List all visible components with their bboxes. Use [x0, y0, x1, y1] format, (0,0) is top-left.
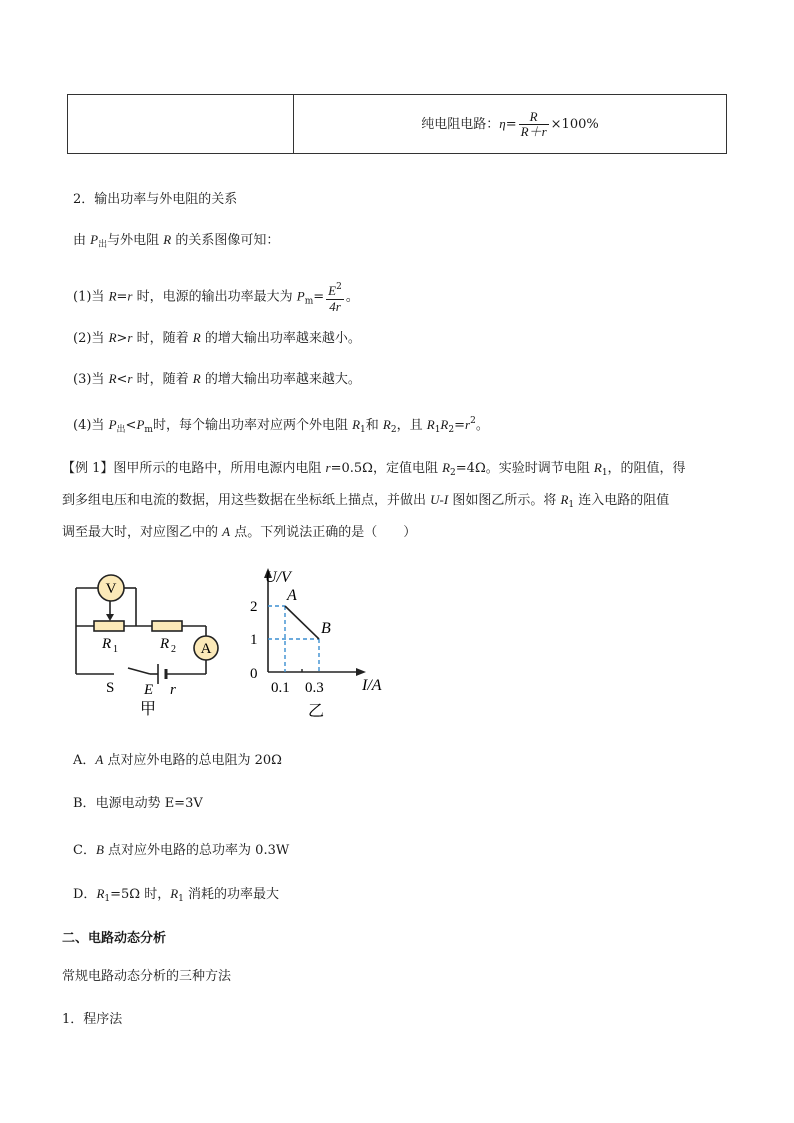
method-1: 1．程序法 [62, 1012, 123, 1027]
x-tick-label: 0.1 [271, 680, 290, 696]
x-tick-label: 0.3 [305, 680, 324, 696]
y-axis-label: U/V [265, 569, 291, 586]
svg-text:2: 2 [171, 644, 176, 655]
example-line-3: 调至最大时，对应图乙中的 A 点。下列说法正确的是（ ） [62, 524, 417, 540]
point-a-label: A [287, 587, 297, 604]
resistor-r1 [94, 621, 124, 631]
resistor-r2 [152, 621, 182, 631]
svg-text:E: E [144, 682, 154, 698]
option-b[interactable]: B．电源电动势 E=3V [73, 796, 203, 811]
svg-text:R: R [102, 636, 112, 652]
svg-text:1: 1 [113, 644, 118, 655]
svg-text:S: S [106, 680, 115, 696]
intro-line: 由 $P_出$与外电阻 R 的关系图像可知： [73, 232, 280, 250]
series-line [285, 606, 319, 639]
option-c[interactable]: C．B 点对应外电路的总功率为 0.3W [73, 842, 290, 858]
y-tick-label: 1 [250, 632, 258, 648]
max-power-fraction: $\frac{E^2}{4r}$ [328, 282, 342, 314]
svg-text:r: r [170, 682, 176, 698]
methods-line: 常规电路动态分析的三种方法 [62, 969, 232, 984]
table-label: 纯电阻电路： [421, 116, 500, 132]
section2-title: 2．输出功率与外电阻的关系 [73, 192, 238, 207]
section-heading: 二、电路动态分析 [62, 931, 167, 946]
figure-caption-jia: 甲 [140, 701, 157, 718]
option-d[interactable]: D．$R_1=5\Omega$ 时，$R_1$ 消耗的功率最大 [73, 886, 280, 904]
formula-table [67, 94, 727, 154]
x-axis-label: I/A [362, 677, 382, 694]
efficiency-fraction: $\frac{R}{R+r}$ [520, 108, 547, 139]
item-4: (4)当 $P_出<P_m$时，每个输出功率对应两个外电阻 $R_1$和 $R_2$，且 $R_1R_2=r^2$。 [73, 416, 489, 435]
circuit-diagram [66, 568, 226, 720]
item-1: (1)当 R=r 时，电源的输出功率最大为 $P_m=$ $\frac{E^2}{4r}$ 。 [73, 282, 359, 314]
svg-text:V: V [105, 581, 117, 597]
svg-text:A: A [200, 641, 212, 657]
example-line-1: 【例 1】图甲所示的电路中，所用电源内电阻 r=0.5Ω，定值电阻 $R_2=4\Omega$。实验时调节电阻 $R_1$，的阻值，得 [62, 460, 686, 478]
example-line-2: 到多组电压和电流的数据，用这些数据在坐标纸上描点，并做出 U-I 图如图乙所示。将 $R_1$ 连入电路的阻值 [62, 492, 670, 510]
x-axis-arrow [356, 668, 366, 676]
svg-text:R: R [160, 636, 170, 652]
point-b-label: B [321, 620, 331, 637]
origin-label: 0 [250, 666, 258, 682]
option-a[interactable]: A．A 点对应外电路的总电阻为 20Ω [73, 752, 282, 768]
figure-caption-yi: 乙 [308, 703, 325, 720]
table-cell-right: 纯电阻电路：η= $\frac{R}{R+r}$ ×100% [294, 95, 727, 154]
ui-graph [246, 564, 396, 720]
y-tick-label: 2 [250, 599, 258, 615]
item-3: (3)当 R<r 时，随着 R 的增大输出功率越来越大。 [73, 371, 361, 387]
table-cell-left [68, 95, 294, 154]
item-2: (2)当 R>r 时，随着 R 的增大输出功率越来越小。 [73, 330, 361, 346]
